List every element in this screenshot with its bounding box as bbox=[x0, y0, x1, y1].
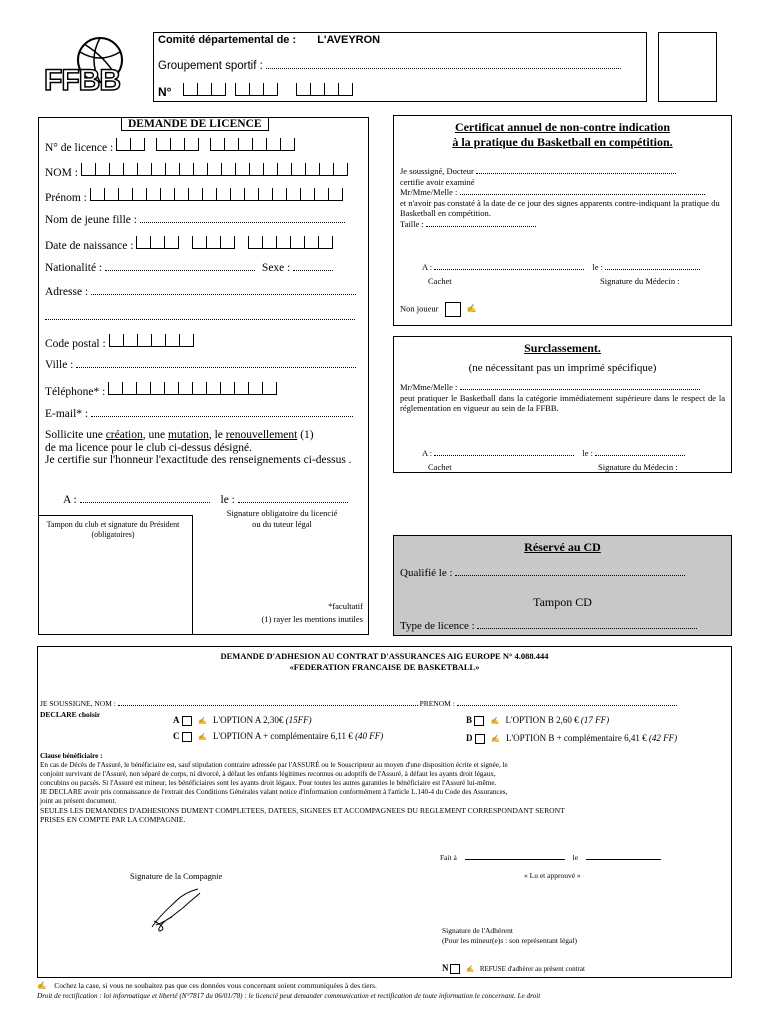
refuse-text: REFUSE d'adhérer au présent contrat bbox=[479, 965, 585, 973]
ville-label: Ville : bbox=[45, 359, 74, 371]
nationalite-field[interactable] bbox=[105, 261, 255, 271]
code-postal-label: Code postal : bbox=[45, 338, 106, 350]
type-licence-field[interactable] bbox=[477, 619, 697, 629]
pen-icon: ✍ bbox=[198, 733, 207, 741]
surclassement-le-field[interactable] bbox=[595, 448, 685, 456]
licence-a-field[interactable] bbox=[80, 493, 210, 503]
numero-cells-2[interactable] bbox=[235, 83, 278, 99]
type-licence-label: Type de licence : bbox=[400, 620, 475, 632]
sollicite-3: , le bbox=[208, 429, 223, 441]
nationalite-label: Nationalité : bbox=[45, 262, 103, 274]
soussigne-prenom-field[interactable] bbox=[457, 699, 677, 706]
certificat-mr-label: Mr/Mme/Melle : bbox=[400, 187, 458, 197]
surclassement-box bbox=[393, 336, 732, 473]
licence-le-label: le : bbox=[220, 494, 235, 506]
no-licence-cells-1[interactable] bbox=[116, 138, 145, 154]
email-field[interactable] bbox=[91, 407, 353, 417]
licence-a-label: A : bbox=[63, 494, 77, 506]
surclassement-signature: Signature du Médecin : bbox=[598, 462, 678, 472]
ville-field[interactable] bbox=[76, 358, 356, 368]
signature-compagnie: Signature de la Compagnie bbox=[130, 871, 223, 881]
surclassement-a-label: A : bbox=[422, 448, 433, 458]
pen-icon: ✍ bbox=[37, 981, 47, 990]
certifie-examine: certifie avoir examiné bbox=[400, 176, 475, 187]
clause-3: concubins ou pacsés. Si l'Assuré est mineur, les bénéficiaires sont les ayants droit légaux. Pour toutes les autres garanties le bénéficiaire est l'Assuré lui-même. bbox=[40, 779, 497, 787]
qualifie-field[interactable] bbox=[455, 566, 685, 576]
comite-value: L'AVEYRON bbox=[317, 34, 381, 46]
signature-adherent: Signature de l'Adhérent bbox=[442, 926, 513, 935]
non-joueur-label: Non joueur bbox=[400, 303, 439, 314]
creation-link: création bbox=[105, 429, 143, 441]
certificat-title-1: Certificat annuel de non-contre indication bbox=[454, 120, 671, 134]
surclassement-title: Surclassement. bbox=[524, 341, 601, 355]
certificat-avoir: et n'avoir pas constaté à la date de ce jour des signes apparents contre-indiquant la pratique du Basketball en compétition. bbox=[400, 197, 720, 218]
certificat-le-field[interactable] bbox=[605, 262, 700, 270]
adresse-label: Adresse : bbox=[45, 286, 89, 298]
certifie-text: Je certifie sur l'honneur l'exactitude des renseignements ci-dessus . bbox=[45, 454, 352, 466]
licence-box bbox=[38, 117, 369, 635]
header-box bbox=[153, 32, 647, 102]
groupement-field[interactable] bbox=[266, 59, 621, 69]
date-jour-cells[interactable] bbox=[136, 236, 179, 252]
fait-le-label: le bbox=[572, 853, 579, 862]
certificat-signature: Signature du Médecin : bbox=[600, 276, 680, 286]
option-b-ff: (17 FF) bbox=[580, 715, 610, 725]
certificat-mr-field[interactable] bbox=[460, 187, 705, 195]
docteur-field[interactable] bbox=[476, 166, 676, 174]
soussigne-docteur: Je soussigné, Docteur bbox=[400, 166, 474, 176]
pen-icon: ✍ bbox=[466, 966, 475, 973]
tampon-cd: Tampon CD bbox=[533, 595, 592, 609]
certificat-a-label: A : bbox=[422, 262, 433, 272]
sollicite-1: Sollicite une bbox=[45, 429, 103, 441]
seules-2: PRISES EN COMPTE PAR LA COMPAGNIE. bbox=[40, 815, 186, 824]
surclassement-le-label: le : bbox=[582, 448, 594, 458]
assurance-title-2: «FEDERATION FRANCAISE DE BASKETBALL» bbox=[289, 662, 480, 672]
surclassement-cachet: Cachet bbox=[428, 462, 452, 472]
adresse-field-1[interactable] bbox=[91, 285, 356, 295]
option-d-text: L'OPTION B + complémentaire 6,41 € bbox=[505, 733, 647, 743]
nom-cells[interactable] bbox=[81, 163, 348, 179]
sollicite-4: (1) bbox=[300, 429, 314, 441]
option-a-letter: A bbox=[173, 715, 180, 725]
option-a-text: L'OPTION A 2,30€ bbox=[212, 715, 284, 725]
numero-cells-3[interactable] bbox=[296, 83, 353, 99]
no-licence-label: N° de licence : bbox=[45, 142, 114, 154]
reserve-title: Réservé au CD bbox=[524, 540, 601, 554]
certificat-title-2: à la pratique du Basketball en compétition. bbox=[452, 135, 673, 149]
licence-le-field[interactable] bbox=[238, 493, 348, 503]
lu-approuve: « Lu et approuvé » bbox=[524, 871, 581, 880]
reserve-box bbox=[393, 535, 732, 636]
licence-title: DEMANDE DE LICENCE bbox=[121, 118, 269, 131]
assurance-title-1: DEMANDE D'ADHESION AU CONTRAT D'ASSURANCES AIG EUROPE N° 4.088.444 bbox=[220, 651, 549, 661]
qualifie-label: Qualifié le : bbox=[400, 567, 453, 579]
prenom-cells[interactable] bbox=[90, 188, 343, 204]
rayer: (1) rayer les mentions inutiles bbox=[261, 614, 363, 624]
clause-4: JE DECLARE avoir pris connaissance de l'extrait des Conditions Générales valant notice d'information conformément à l'article L.140-4 du Code des Assurances, bbox=[40, 788, 508, 796]
surclassement-subtitle: (ne nécessitant pas un imprimé spécifique) bbox=[468, 362, 657, 374]
pen-icon: ✍ bbox=[490, 717, 500, 725]
soussigne-prenom-label: PRENOM : bbox=[419, 699, 455, 708]
adresse-field-2[interactable] bbox=[45, 310, 355, 320]
telephone-label: Téléphone* : bbox=[45, 386, 106, 398]
clause-title: Clause bénéficiaire : bbox=[40, 752, 103, 760]
option-b-letter: B bbox=[466, 715, 473, 725]
signature-licencie: Signature obligatoire du licencié bbox=[226, 508, 338, 518]
option-d-letter: D bbox=[466, 733, 473, 743]
numero-cells-1[interactable] bbox=[183, 83, 226, 99]
email-label: E-mail* : bbox=[45, 408, 89, 420]
option-b-text: L'OPTION B 2,60 € bbox=[505, 715, 579, 725]
option-d-checkbox[interactable] bbox=[475, 734, 485, 744]
ffbb-logo bbox=[44, 34, 132, 104]
certificat-box bbox=[393, 115, 732, 326]
declare-label: DECLARE choisir bbox=[40, 710, 101, 719]
code-postal-cells[interactable] bbox=[109, 334, 194, 350]
certificat-a-field[interactable] bbox=[434, 262, 584, 270]
nom-jeune-fille-label: Nom de jeune fille : bbox=[45, 214, 137, 226]
pen-icon: ✍ bbox=[198, 717, 207, 725]
date-mois-cells[interactable] bbox=[192, 236, 235, 252]
soussigne-nom-field[interactable] bbox=[118, 699, 418, 706]
option-c-text: L'OPTION A + complémentaire 6,11 € bbox=[212, 731, 353, 741]
prenom-label: Prénom : bbox=[45, 192, 87, 204]
clause-5: joint au présent document. bbox=[40, 797, 117, 805]
sexe-label: Sexe : bbox=[261, 262, 291, 274]
option-a-ff: (15FF) bbox=[285, 715, 312, 725]
telephone-cells[interactable] bbox=[108, 382, 277, 398]
surclassement-mr-field[interactable] bbox=[460, 382, 700, 390]
option-c-checkbox[interactable] bbox=[182, 732, 192, 742]
no-licence-cells-3[interactable] bbox=[210, 138, 295, 154]
sollicite-line2: de ma licence pour le club ci-dessus désigné. bbox=[45, 441, 252, 454]
refuse-n: N bbox=[442, 963, 449, 973]
footer-cochez: Cochez la case, si vous ne souhaitez pas que ces données vous concernant soient communiquées à des tiers. bbox=[54, 981, 377, 990]
numero-label: N° bbox=[158, 85, 172, 99]
facultatif: *facultatif bbox=[328, 601, 363, 611]
tampon-box bbox=[39, 515, 193, 635]
clause-2: conjoint survivant de l'Assuré, non séparé de corps, ni divorcé, à défaut les enfants légitimes reconnus ou adoptifs de l'Assuré, à défaut les ayants droit légaux, bbox=[40, 770, 496, 778]
certificat-le-label: le : bbox=[592, 262, 604, 272]
signature-mineurs: (Pour les mineur(e)s : son représentant légal) bbox=[442, 936, 577, 945]
mutation-link: mutation bbox=[167, 429, 209, 441]
sollicite-text bbox=[45, 429, 363, 467]
date-annee-cells[interactable] bbox=[248, 236, 333, 252]
groupement-label: Groupement sportif : bbox=[158, 60, 267, 72]
clause-1: En cas de Décès de l'Assuré, le bénéficiaire est, sauf stipulation contraire adressée par l'ASSURÉ ou le Souscripteur au moyen d'une disposition écrite et signée, le bbox=[40, 761, 508, 769]
nom-jeune-fille-field[interactable] bbox=[140, 213, 345, 223]
renouvellement-link: renouvellement bbox=[225, 429, 298, 441]
option-d-ff: (42 FF) bbox=[648, 733, 678, 743]
date-naissance-label: Date de naissance : bbox=[45, 240, 134, 252]
compagnie-signature-scribble bbox=[146, 885, 206, 938]
surclassement-mr-label: Mr/Mme/Melle : bbox=[400, 382, 458, 392]
footer-droit: Droit de rectification : loi informatique et liberté (N°7817 du 06/01/78) : le licencié peut demander communication et rectification de toute information le concernant. Le droit bbox=[37, 992, 541, 1000]
nom-label: NOM : bbox=[45, 167, 78, 179]
no-licence-cells-2[interactable] bbox=[156, 138, 199, 154]
sollicite-2: , une bbox=[142, 429, 166, 441]
fait-date-field[interactable] bbox=[586, 850, 661, 860]
non-joueur-checkbox[interactable] bbox=[445, 302, 461, 317]
refuse-checkbox[interactable] bbox=[450, 964, 460, 974]
photo-box bbox=[658, 32, 717, 102]
fait-label: Fait à bbox=[440, 853, 457, 862]
fait-field[interactable] bbox=[465, 850, 565, 860]
option-a-checkbox[interactable] bbox=[182, 716, 192, 726]
assurance-box bbox=[37, 646, 732, 978]
tampon-text: Tampon du club et signature du Président (obligatoires) bbox=[46, 520, 180, 539]
soussigne-nom-label: JE SOUSSIGNE, NOM : bbox=[40, 699, 116, 708]
surclassement-body: peut pratiquer le Basketball dans la catégorie immédiatement supérieure dans le respect de la réglementation en vigueur au sein de la FFBB. bbox=[400, 392, 725, 413]
pen-icon: ✍ bbox=[466, 304, 477, 314]
option-c-letter: C bbox=[173, 731, 180, 741]
comite-label: Comité départemental de : bbox=[158, 34, 297, 46]
taille-field[interactable] bbox=[426, 219, 536, 227]
option-b-checkbox[interactable] bbox=[474, 716, 484, 726]
certificat-cachet: Cachet bbox=[428, 276, 452, 286]
logo-text: FFBB bbox=[44, 64, 120, 97]
pen-icon: ✍ bbox=[491, 735, 500, 743]
surclassement-a-field[interactable] bbox=[434, 448, 574, 456]
option-c-ff: (40 FF) bbox=[355, 731, 384, 741]
seules-1: SEULES LES DEMANDES D'ADHESIONS DUMENT COMPLETEES, DATEES, SIGNEES ET ACCOMPAGNEES DU REGLEMENT CORRESPONDANT SERONT bbox=[40, 806, 565, 815]
signature-tuteur: ou du tuteur légal bbox=[252, 519, 312, 529]
taille-label: Taille : bbox=[400, 218, 424, 229]
sexe-field[interactable] bbox=[293, 261, 333, 271]
